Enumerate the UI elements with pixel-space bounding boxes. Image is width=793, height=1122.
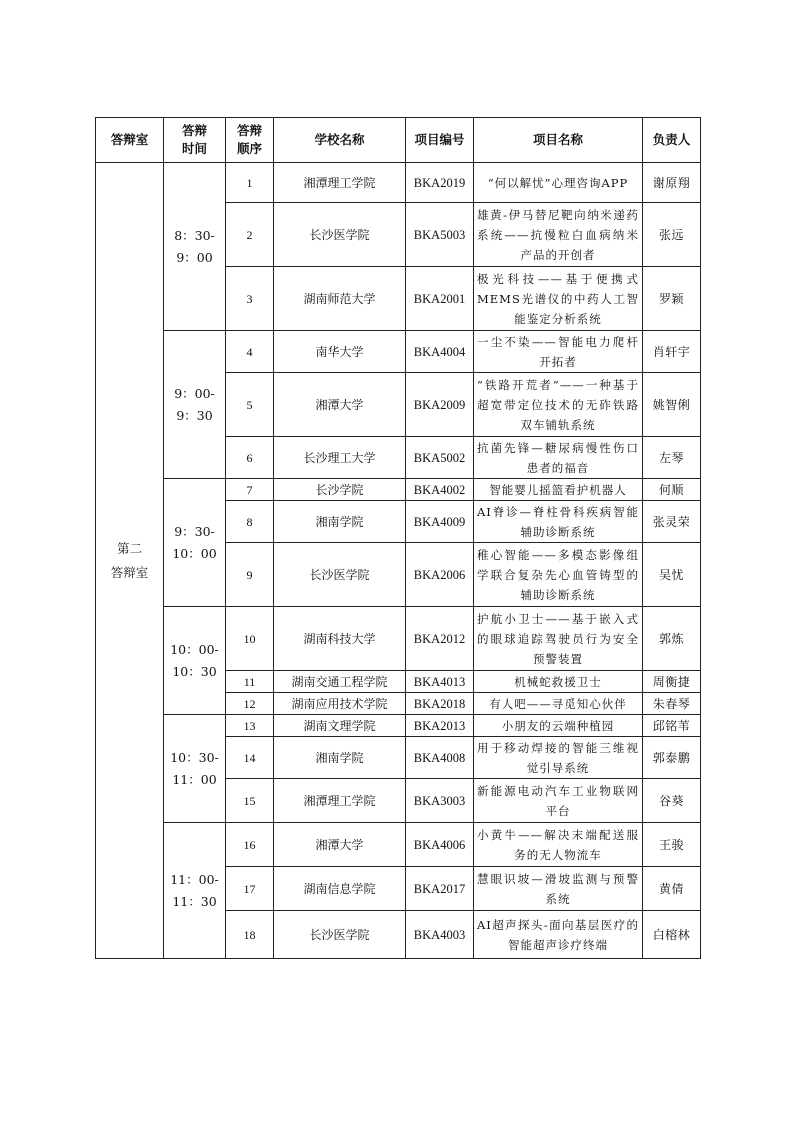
time-slot-end: 10：30 [172,663,217,679]
code-cell: BKA4003 [406,911,474,959]
leader-cell: 王骏 [643,823,701,867]
leader-cell: 吴忧 [643,543,701,607]
time-slot-end: 10：00 [172,545,217,561]
code-cell: BKA4004 [406,331,474,373]
school-cell: 湘潭大学 [274,373,406,437]
school-cell: 湖南交通工程学院 [274,671,406,693]
header-order: 答辩顺序 [226,118,274,163]
time-slot-cell [164,715,226,823]
room-line2: 答辩室 [110,564,149,580]
project-cell: 雄黄-伊马替尼靶向纳米递药系统——抗慢粒白血病纳米产品的开创者 [474,203,643,267]
order-cell: 10 [226,607,274,671]
school-cell: 南华大学 [274,331,406,373]
time-slot-start: 9：30- [174,523,215,539]
time-slot-cell [164,479,226,607]
project-cell: 一尘不染——智能电力爬杆开拓者 [474,331,643,373]
project-cell: 用于移动焊接的智能三维视觉引导系统 [474,737,643,779]
room-line1: 第二 [116,540,142,556]
code-cell: BKA5002 [406,437,474,479]
leader-cell: 黄倩 [643,867,701,911]
project-cell: 稚心智能——多模态影像组学联合复杂先心血管铸型的辅助诊断系统 [474,543,643,607]
leader-cell: 罗颖 [643,267,701,331]
school-cell: 湖南文理学院 [274,715,406,737]
leader-cell: 邱铭苇 [643,715,701,737]
school-cell: 湖南应用技术学院 [274,693,406,715]
school-cell: 湘潭大学 [274,823,406,867]
leader-cell: 郭炼 [643,607,701,671]
school-cell: 湘潭理工学院 [274,163,406,203]
leader-cell: 谷葵 [643,779,701,823]
defense-schedule-table [95,117,701,959]
time-slot-start: 9：00- [174,385,215,401]
order-cell: 7 [226,479,274,501]
project-cell: 护航小卫士——基于嵌入式的眼球追踪驾驶员行为安全预警装置 [474,607,643,671]
code-cell: BKA2018 [406,693,474,715]
time-slot-end: 11：30 [172,893,217,909]
time-slot-cell [164,331,226,479]
leader-cell: 左琴 [643,437,701,479]
code-cell: BKA2012 [406,607,474,671]
order-cell: 16 [226,823,274,867]
code-cell: BKA2019 [406,163,474,203]
school-cell: 湘南学院 [274,737,406,779]
school-cell: 湖南师范大学 [274,267,406,331]
code-cell: BKA2009 [406,373,474,437]
order-cell: 13 [226,715,274,737]
leader-cell: 何顺 [643,479,701,501]
header-school: 学校名称 [274,118,406,163]
project-cell: “铁路开荒者”——一种基于超宽带定位技术的无砟铁路双车铺轨系统 [474,373,643,437]
table-row [96,163,701,203]
project-cell: 极光科技——基于便携式MEMS光谱仪的中药人工智能鉴定分析系统 [474,267,643,331]
order-cell: 18 [226,911,274,959]
header-project: 项目名称 [474,118,643,163]
time-slot-end: 9：30 [176,407,213,423]
time-slot-cell [164,607,226,715]
order-cell: 3 [226,267,274,331]
project-cell: 新能源电动汽车工业物联网平台 [474,779,643,823]
leader-cell: 朱春琴 [643,693,701,715]
project-cell: 小朋友的云端种植园 [474,715,643,737]
leader-cell: 郭泰鹏 [643,737,701,779]
project-cell: 智能婴儿摇篮看护机器人 [474,479,643,501]
table-row [96,823,701,867]
code-cell: BKA2001 [406,267,474,331]
room-cell [96,163,164,959]
table-row [96,607,701,671]
school-cell: 湖南科技大学 [274,607,406,671]
code-cell: BKA4002 [406,479,474,501]
order-cell: 5 [226,373,274,437]
table-row [96,479,701,501]
school-cell: 湖南信息学院 [274,867,406,911]
time-slot-end: 9：00 [176,249,213,265]
project-cell: AI脊诊—脊柱骨科疾病智能辅助诊断系统 [474,501,643,543]
table-row [96,331,701,373]
leader-cell: 姚智俐 [643,373,701,437]
time-slot-cell [164,163,226,331]
order-cell: 12 [226,693,274,715]
order-cell: 14 [226,737,274,779]
table-body [96,163,701,959]
school-cell: 长沙医学院 [274,203,406,267]
time-slot-start: 10：00- [170,641,219,657]
header-code: 项目编号 [406,118,474,163]
time-slot-cell [164,823,226,959]
order-cell: 17 [226,867,274,911]
project-cell: 机械蛇救援卫士 [474,671,643,693]
code-cell: BKA4013 [406,671,474,693]
leader-cell: 谢原翔 [643,163,701,203]
code-cell: BKA2017 [406,867,474,911]
time-slot-start: 10：30- [170,749,219,765]
school-cell: 湘潭理工学院 [274,779,406,823]
table-row [96,715,701,737]
project-cell: 小黄牛——解决末端配送服务的无人物流车 [474,823,643,867]
leader-cell: 周衡捷 [643,671,701,693]
project-cell: 慧眼识坡—滑坡监测与预警系统 [474,867,643,911]
school-cell: 长沙医学院 [274,911,406,959]
time-slot-end: 11：00 [172,771,217,787]
time-slot-start: 8：30- [174,227,215,243]
project-cell: “何以解忧”心理咨询APP [474,163,643,203]
header-leader: 负责人 [643,118,701,163]
order-cell: 11 [226,671,274,693]
header-time: 答辩时间 [164,118,226,163]
code-cell: BKA5003 [406,203,474,267]
leader-cell: 肖轩宇 [643,331,701,373]
header-row [96,118,701,163]
code-cell: BKA2006 [406,543,474,607]
order-cell: 4 [226,331,274,373]
school-cell: 长沙理工大学 [274,437,406,479]
order-cell: 1 [226,163,274,203]
table-header [96,118,701,163]
time-slot-start: 11：00- [170,871,219,887]
leader-cell: 白榕林 [643,911,701,959]
order-cell: 2 [226,203,274,267]
code-cell: BKA4008 [406,737,474,779]
order-cell: 6 [226,437,274,479]
school-cell: 湘南学院 [274,501,406,543]
school-cell: 长沙医学院 [274,543,406,607]
project-cell: 抗菌先锋—糖尿病慢性伤口患者的福音 [474,437,643,479]
code-cell: BKA3003 [406,779,474,823]
header-room: 答辩室 [96,118,164,163]
code-cell: BKA2013 [406,715,474,737]
order-cell: 8 [226,501,274,543]
project-cell: AI超声探头-面向基层医疗的智能超声诊疗终端 [474,911,643,959]
code-cell: BKA4009 [406,501,474,543]
project-cell: 有人吧——寻觅知心伙伴 [474,693,643,715]
school-cell: 长沙学院 [274,479,406,501]
leader-cell: 张灵荣 [643,501,701,543]
order-cell: 9 [226,543,274,607]
order-cell: 15 [226,779,274,823]
code-cell: BKA4006 [406,823,474,867]
leader-cell: 张远 [643,203,701,267]
